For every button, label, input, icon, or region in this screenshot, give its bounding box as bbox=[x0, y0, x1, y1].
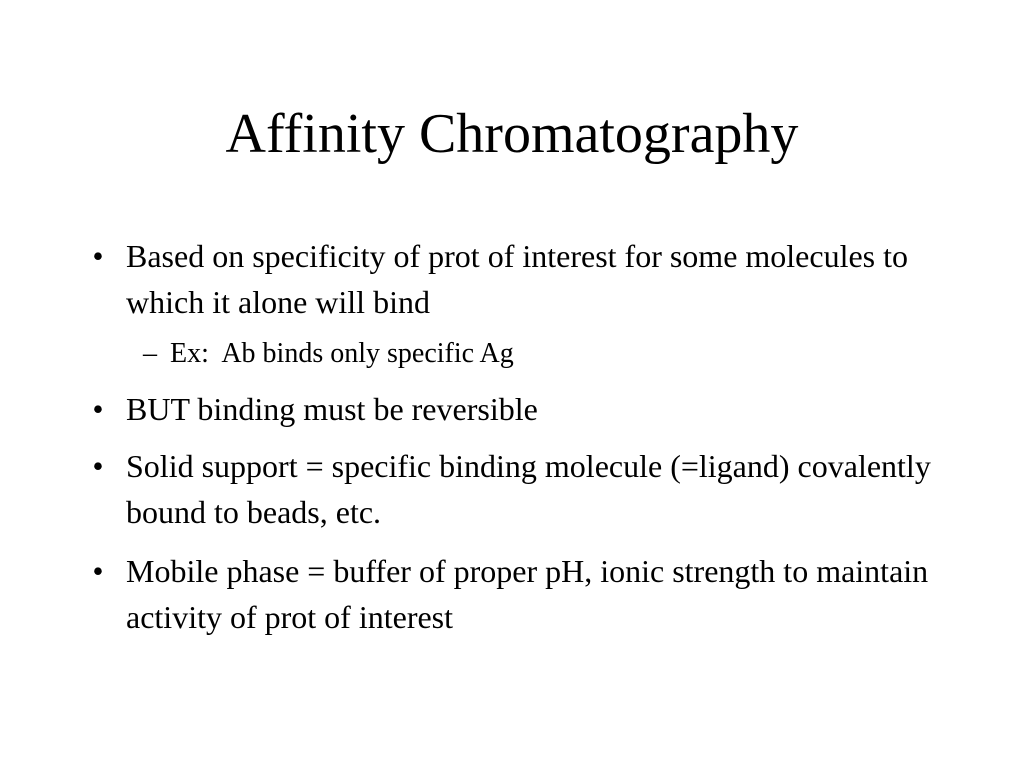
bullet-dot-icon: • bbox=[92, 238, 104, 274]
sub-bullet-text: Ex: Ab binds only specific Ag bbox=[170, 338, 514, 369]
bullet-item bbox=[92, 548, 956, 640]
slide-title: Affinity Chromatography bbox=[225, 103, 799, 165]
sub-bullet-item bbox=[143, 335, 950, 373]
bullet-text: Based on specificity of prot of interest for some molecules to which it alone will bind bbox=[126, 238, 909, 320]
bullet-text: BUT binding must be reversible bbox=[126, 391, 538, 427]
bullet-dot-icon: • bbox=[92, 391, 104, 427]
bullet-text: Solid support = specific binding molecule (=ligand) covalently bound to beads, etc. bbox=[126, 448, 931, 530]
bullet-text: Mobile phase = buffer of proper pH, ionic strength to maintain activity of prot of interest bbox=[126, 553, 929, 635]
bullet-item bbox=[92, 443, 956, 535]
bullet-item bbox=[92, 233, 956, 325]
bullet-dot-icon: • bbox=[92, 553, 104, 589]
dash-icon: – bbox=[143, 338, 157, 369]
bullet-dot-icon: • bbox=[92, 448, 104, 484]
bullet-item bbox=[92, 386, 956, 432]
